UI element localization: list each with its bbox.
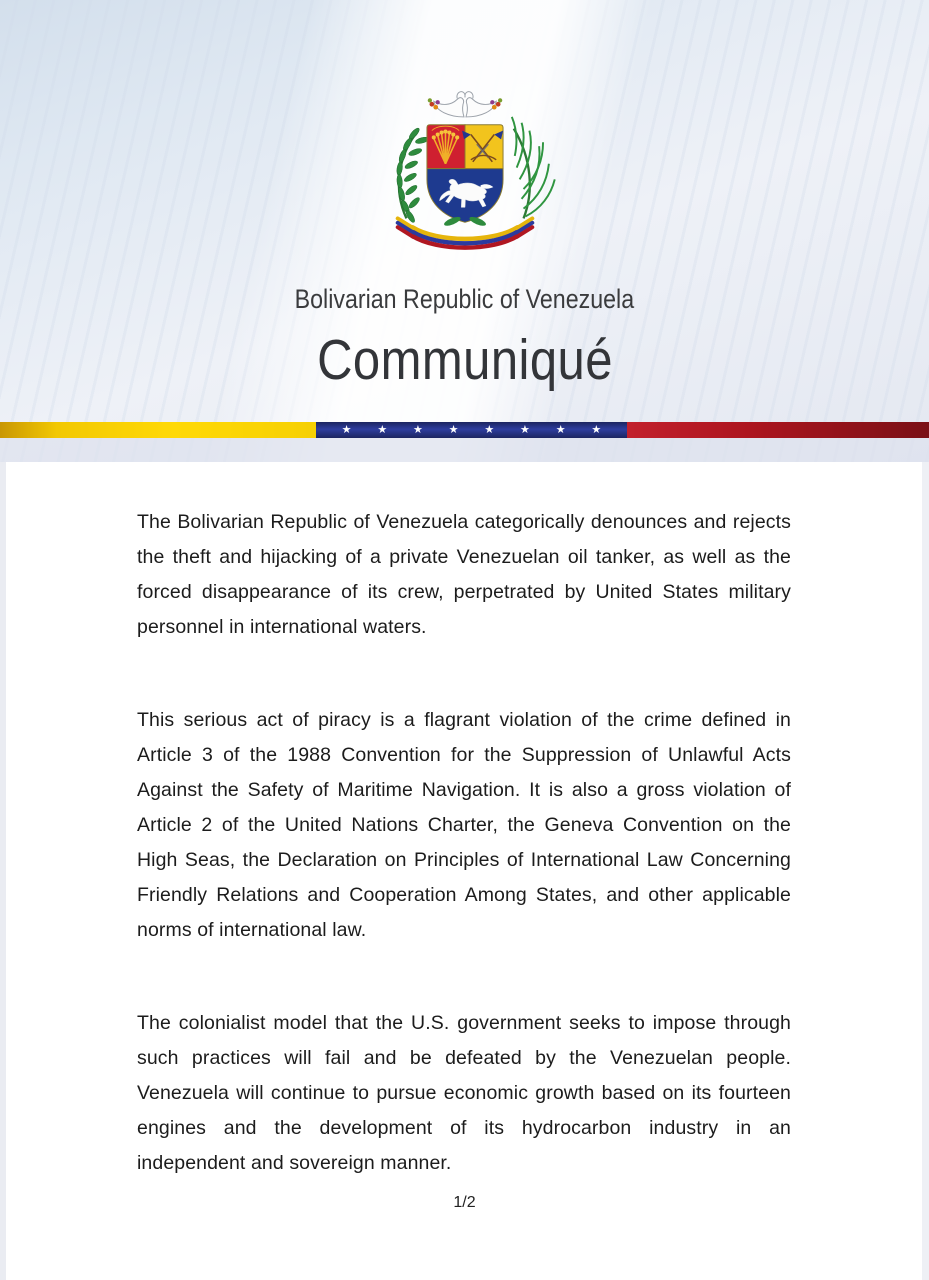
star-icon: ★: [555, 423, 566, 436]
star-icon: ★: [484, 423, 495, 436]
emblem-container: [0, 0, 929, 268]
star-icon: ★: [413, 423, 423, 436]
flag-red-segment: [627, 422, 929, 438]
star-icon: ★: [448, 423, 459, 436]
body-paragraph: The Bolivarian Republic of Venezuela categorically denounces and rejects the theft and hijacking of a private Venezuelan oil tanker, as well as the forced disappearance of its crew, perpetrated by United States military personnel in international waters.: [137, 511, 791, 638]
body-paragraph: This serious act of piracy is a flagrant violation of the crime defined in Article 3 of the 1988 Convention for the Suppression of Unlawful Acts Against the Safety of Maritime Navigation. It is also a gross violation of Article 2 of the United Nations Charter, the Geneva Convention on the High Seas, the Declaration on Principles of International Law Concerning Friendly Relations and Cooperation Among States, and other applicable norms of international law.: [137, 709, 791, 941]
page-title: Communiqué: [316, 328, 613, 392]
olive-branch-icon: [396, 127, 429, 224]
body-paragraph: The colonialist model that the U.S. government seeks to impose through such practices will fail and be defeated by the Venezuelan people. Venezuela will continue to pursue economic growth based on its fourteen engines and the development of its hydrocarbon industry in an independent and sovereign manner.: [137, 1012, 791, 1174]
star-icon: ★: [341, 423, 352, 436]
flag-stars: [316, 422, 627, 438]
star-icon: ★: [377, 423, 388, 436]
country-name: Bolivarian Republic of Venezuela: [294, 284, 635, 314]
palm-branch-icon: [511, 117, 554, 218]
document-body: [0, 462, 929, 1280]
flag-yellow-segment: [0, 422, 316, 438]
header-bottom-band: [0, 438, 929, 462]
cornucopia-icon: [433, 92, 495, 117]
page-number: 1/2: [453, 1194, 476, 1211]
flag-stripe-bar: [0, 422, 929, 438]
star-icon: ★: [520, 423, 530, 436]
star-icon: ★: [591, 423, 602, 436]
venezuela-coat-of-arms: [367, 74, 563, 274]
document-header: [0, 0, 929, 462]
